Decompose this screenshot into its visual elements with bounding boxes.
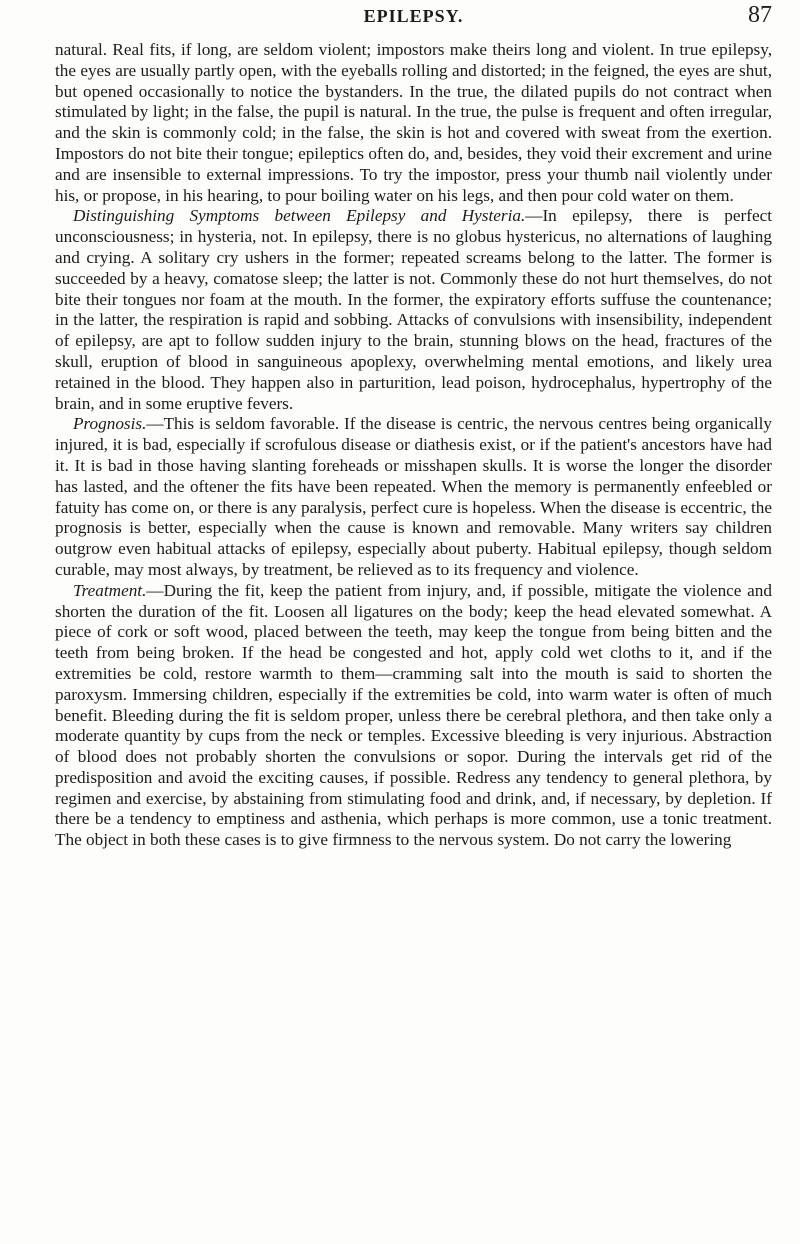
running-title: EPILEPSY. (363, 6, 464, 26)
section-heading: Distinguishing Symptoms between Epilepsy and Hysteria. (73, 206, 526, 226)
paragraph-text: —This is seldom favorable. If the disease is centric, the nervous centres being organically injured, it is bad, especially if scrofulous disease or diathesis exist, or if the patient's ancestors have had it. It is bad in those having slanting foreheads or misshapen skulls. It is worse the longer the disorder has lasted, and the oftener the fits have been repeated. When the memory is permanently enfeebled or fatuity has come on, or there is any paralysis, perfect cure is hopeless. When the disease is eccentric, the prognosis is better, especially when the cause is known and removable. Many writers say children outgrow even habitual attacks of epilepsy, especially about puberty. Habitual epilepsy, though seldom curable, may most always, by treatment, be relieved as to its frequency and violence. (55, 414, 772, 579)
paragraph-text: natural. Real fits, if long, are seldom violent; impostors make theirs long and violent. In true epilepsy, the eyes are usually partly open, with the eyeballs rolling and distorted; in the feigned, the eyes are shut, but opened occasionally to notice the bystanders. In the true, the dilated pupils do not contract when stimulated by light; in the false, the pupil is natural. In the true, the pulse is frequent and often irregular, and the skin is commonly cold; in the false, the skin is hot and covered with sweat from the exertion. Impostors do not bite their tongue; epileptics often do, and, besides, they void their excrement and urine and are insensible to external impressions. To try the impostor, press your thumb nail violently under his, or propose, in his hearing, to pour boiling water on his legs, and then pour cold water on them. (55, 40, 772, 205)
page-number: 87 (748, 2, 772, 28)
paragraph (55, 581, 772, 851)
paragraph (55, 40, 772, 206)
section-heading: Prognosis. (73, 414, 147, 434)
page-header (55, 0, 772, 40)
paragraph-text: —During the fit, keep the patient from injury, and, if possible, mitigate the violence and shorten the duration of the fit. Loosen all ligatures on the body; keep the head elevated somewhat. A piece of cork or soft wood, placed between the teeth, may keep the tongue from being bitten and the teeth from being broken. If the head be congested and hot, apply cold wet cloths to it, and if the extremities be cold, restore warmth to them—cramming salt into the mouth is said to shorten the paroxysm. Immersing children, especially if the extremities be cold, into warm water is often of much benefit. Bleeding during the fit is seldom proper, unless there be cerebral plethora, and then take only a moderate quantity by cups from the neck or temples. Excessive bleeding is very injurious. Abstraction of blood does not probably shorten the convulsions or sopor. During the intervals get rid of the predisposition and avoid the exciting causes, if possible. Redress any tendency to general plethora, by regimen and exercise, by abstaining from stimulating food and drink, and, if necessary, by depletion. If there be a tendency to emptiness and asthenia, which perhaps is more common, use a tonic treatment. The object in both these cases is to give firmness to the nervous system. Do not carry the lowering (55, 580, 772, 850)
body-text (55, 40, 772, 851)
section-heading: Treatment. (73, 580, 147, 600)
paragraph (55, 414, 772, 580)
paragraph-text: —In epilepsy, there is perfect unconsciousness; in hysteria, not. In epilepsy, there is no globus hystericus, no alternations of laughing and crying. A solitary cry ushers in the former; repeated screams belong to the latter. The former is succeeded by a heavy, comatose sleep; the latter is not. Commonly these do not hurt themselves, do not bite their tongues nor foam at the mouth. In the former, the expiratory efforts suffuse the countenance; in the latter, the respiration is rapid and sobbing. Attacks of convulsions with insensibility, independent of epilepsy, are apt to follow sudden injury to the brain, stunning blows on the head, fractures of the skull, eruption of blood in sanguineous apoplexy, overwhelming mental emotions, and likely urea retained in the blood. They happen also in parturition, lead poison, hydrocephalus, hypertrophy of the brain, and in some eruptive fevers. (55, 206, 772, 413)
paragraph (55, 206, 772, 414)
